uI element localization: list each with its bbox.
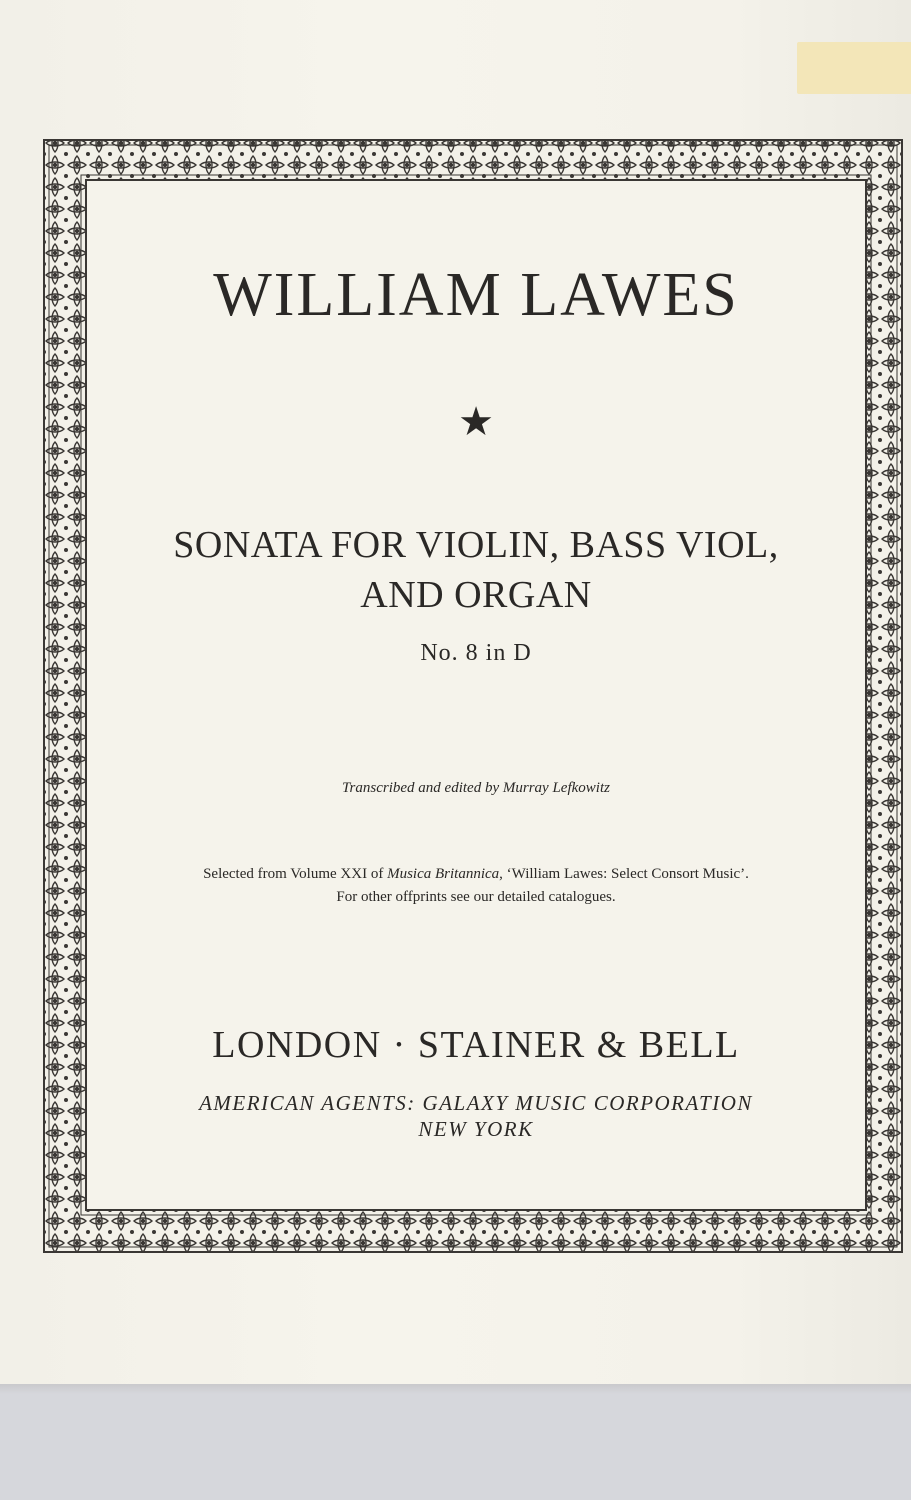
offprints-note: For other offprints see our detailed catalogues. [336, 889, 616, 905]
star-icon: ★ [458, 399, 494, 444]
american-agents [86, 1090, 866, 1142]
work-title [86, 520, 866, 620]
work-title-line-1: SONATA FOR VIOLIN, BASS VIOL, [173, 524, 779, 566]
composer-name: WILLIAM LAWES [213, 261, 739, 329]
editor-credit: Transcribed and edited by Murray Lefkowitz [342, 780, 610, 796]
agents-line-2: NEW YORK [418, 1117, 534, 1141]
publisher: LONDON · STAINER & BELL [212, 1024, 740, 1066]
selection-source: Selected from Volume XXI of Musica Britannica, ‘William Lawes: Select Consort Music’. [203, 866, 749, 882]
selection-note [86, 863, 866, 909]
agents-line-1: AMERICAN AGENTS: GALAXY MUSIC CORPORATION [199, 1091, 753, 1115]
work-title-line-2: AND ORGAN [360, 574, 592, 616]
work-number: No. 8 in D [420, 640, 532, 666]
series-name: Musica Britannica [387, 866, 500, 882]
page-edge [0, 1384, 911, 1394]
